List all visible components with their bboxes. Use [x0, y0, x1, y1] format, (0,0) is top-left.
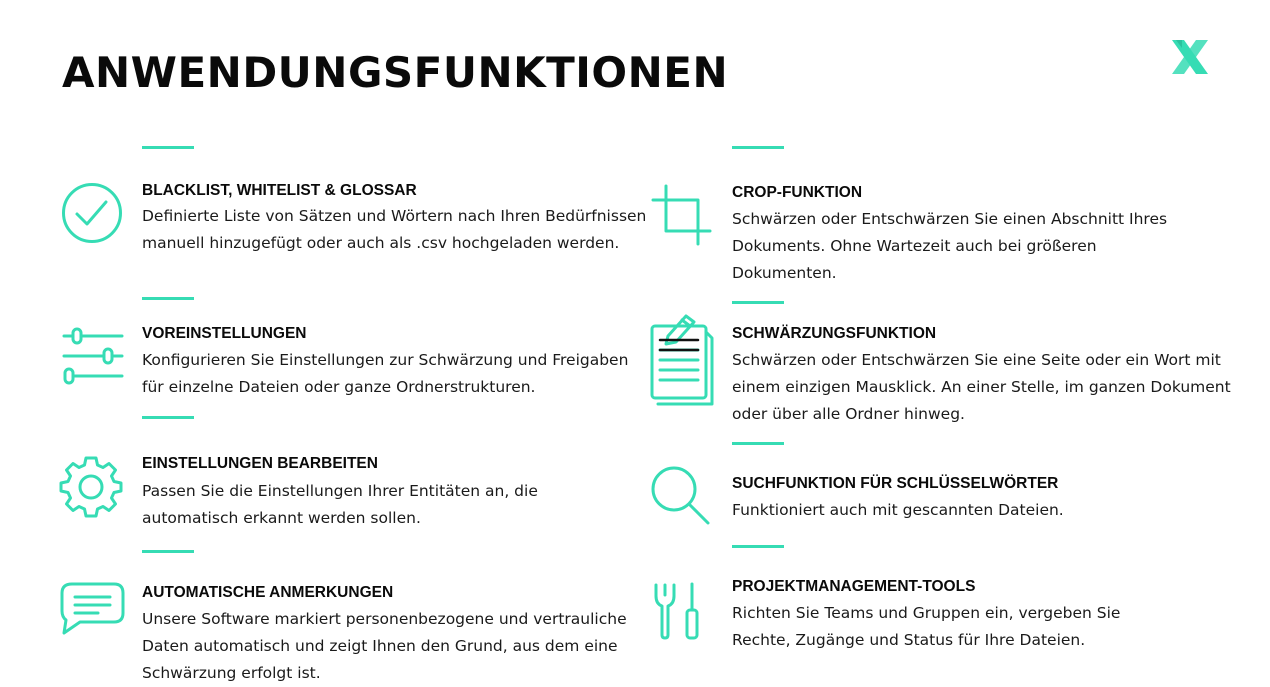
accent-rule [732, 301, 784, 304]
feature-description: Funktioniert auch mit gescannten Dateien. [732, 501, 1064, 519]
feature-title: PROJEKTMANAGEMENT-TOOLS [732, 578, 976, 595]
feature-description: Passen Sie die Einstellungen Ihrer Entitäten an, die automatisch erkannt werden sollen. [142, 482, 538, 527]
sliders-icon [60, 324, 126, 388]
feature-title: VOREINSTELLUNGEN [142, 325, 307, 342]
accent-rule [732, 545, 784, 548]
tools-icon [652, 582, 704, 640]
gear-icon [58, 454, 124, 518]
feature-description: Unsere Software markiert personenbezogene und vertrauliche Daten automatisch und zeigt Ihnen den Grund, aus dem eine Schwärzung erfolgt ist. [142, 610, 627, 682]
feature-title: SCHWÄRZUNGSFUNKTION [732, 325, 937, 342]
feature-title: EINSTELLUNGEN BEARBEITEN [142, 455, 378, 472]
accent-rule [732, 442, 784, 445]
speech-bubble-icon [60, 582, 126, 636]
accent-rule [732, 146, 784, 149]
accent-rule [142, 146, 194, 149]
feature-title: CROP-FUNKTION [732, 184, 863, 201]
feature-description: Richten Sie Teams und Gruppen ein, vergeben Sie Rechte, Zugänge und Status für Ihre Dateien. [732, 604, 1121, 649]
page-title: ANWENDUNGSFUNKTIONEN [62, 48, 729, 97]
document-pen-icon [648, 306, 720, 410]
accent-rule [142, 550, 194, 553]
crop-icon [652, 185, 712, 245]
feature-description: Definierte Liste von Sätzen und Wörtern nach Ihren Bedürfnissen manuell hinzugefügt oder auch als .csv hochgeladen werden. [142, 207, 647, 252]
feature-description: Schwärzen oder Entschwärzen Sie einen Abschnitt Ihres Dokuments. Ohne Wartezeit auch bei größeren Dokumenten. [732, 210, 1168, 282]
accent-rule [142, 416, 194, 419]
feature-description: Konfigurieren Sie Einstellungen zur Schwärzung und Freigaben für einzelne Dateien oder ganze Ordnerstrukturen. [142, 351, 629, 396]
x-logo-icon [1170, 38, 1210, 76]
feature-title: AUTOMATISCHE ANMERKUNGEN [142, 584, 394, 601]
feature-title: SUCHFUNKTION FÜR SCHLÜSSELWÖRTER [732, 475, 1059, 492]
feature-description: Schwärzen oder Entschwärzen Sie eine Seite oder ein Wort mit einem einzigen Mausklick. An einer Stelle, im ganzen Dokument oder über alle Ordner hinweg. [732, 351, 1231, 423]
checkmark-circle-icon [60, 181, 124, 245]
magnifier-icon [650, 465, 712, 527]
feature-title: BLACKLIST, WHITELIST & GLOSSAR [142, 182, 417, 199]
accent-rule [142, 297, 194, 300]
